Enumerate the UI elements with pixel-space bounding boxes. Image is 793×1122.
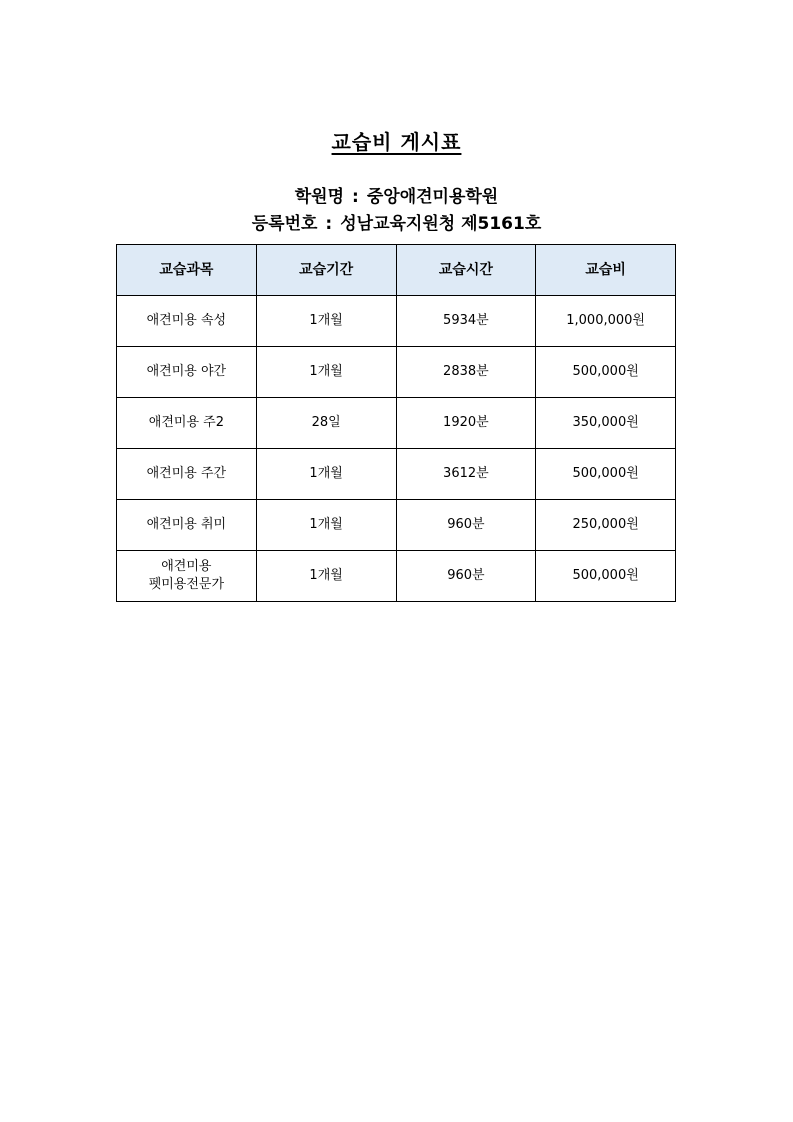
cell-course: 애견미용 속성 bbox=[117, 296, 257, 347]
table-row bbox=[117, 347, 676, 398]
table-row bbox=[117, 398, 676, 449]
academy-name-value: 중앙애견미용학원 bbox=[366, 187, 499, 207]
table-row bbox=[117, 551, 676, 602]
cell-hours: 3612분 bbox=[396, 449, 536, 500]
table-header-row bbox=[117, 245, 676, 296]
academy-name-label: 학원명 bbox=[294, 187, 345, 207]
cell-fee: 1,000,000원 bbox=[536, 296, 676, 347]
cell-period: 1개월 bbox=[256, 500, 396, 551]
cell-hours: 960분 bbox=[396, 500, 536, 551]
cell-course: 애견미용 주2 bbox=[117, 398, 257, 449]
cell-course: 애견미용 펫미용전문가 bbox=[117, 551, 257, 602]
cell-fee: 500,000원 bbox=[536, 347, 676, 398]
cell-hours: 2838분 bbox=[396, 347, 536, 398]
cell-fee: 500,000원 bbox=[536, 551, 676, 602]
academy-name-line bbox=[0, 182, 793, 207]
cell-fee: 250,000원 bbox=[536, 500, 676, 551]
header-fee: 교습비 bbox=[536, 245, 676, 296]
cell-period: 1개월 bbox=[256, 551, 396, 602]
cell-course: 애견미용 주간 bbox=[117, 449, 257, 500]
cell-period: 28일 bbox=[256, 398, 396, 449]
header-hours: 교습시간 bbox=[396, 245, 536, 296]
cell-course: 애견미용 야간 bbox=[117, 347, 257, 398]
cell-hours: 5934분 bbox=[396, 296, 536, 347]
table-row bbox=[117, 296, 676, 347]
cell-period: 1개월 bbox=[256, 449, 396, 500]
document-title bbox=[0, 126, 793, 155]
table-row bbox=[117, 449, 676, 500]
cell-fee: 500,000원 bbox=[536, 449, 676, 500]
tuition-fee-table bbox=[116, 244, 676, 602]
cell-fee: 350,000원 bbox=[536, 398, 676, 449]
header-course: 교습과목 bbox=[117, 245, 257, 296]
registration-number-value: 성남교육지원청 제5161호 bbox=[340, 214, 542, 234]
cell-hours: 1920분 bbox=[396, 398, 536, 449]
cell-course: 애견미용 취미 bbox=[117, 500, 257, 551]
header-period: 교습기간 bbox=[256, 245, 396, 296]
cell-period: 1개월 bbox=[256, 347, 396, 398]
registration-number-label: 등록번호 bbox=[251, 214, 318, 234]
academy-name-separator: : bbox=[352, 187, 359, 207]
document-title-text: 교습비 게시표 bbox=[331, 130, 462, 154]
table-row bbox=[117, 500, 676, 551]
cell-period: 1개월 bbox=[256, 296, 396, 347]
cell-hours: 960분 bbox=[396, 551, 536, 602]
registration-number-separator: : bbox=[325, 214, 333, 234]
registration-number-line bbox=[0, 209, 793, 234]
